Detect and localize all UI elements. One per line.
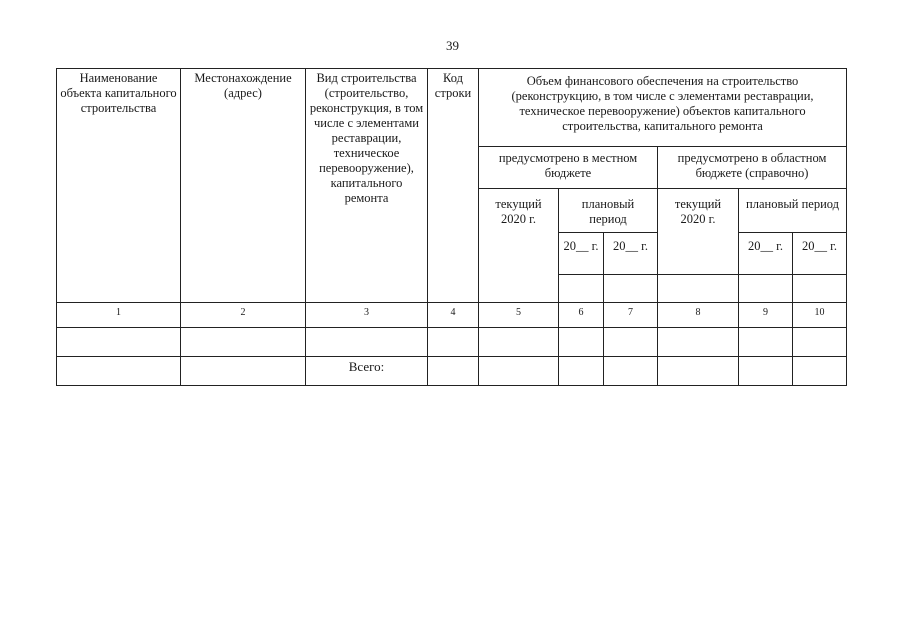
- header-local-budget: предусмотрено в местном бюджете: [479, 147, 658, 189]
- empty-header-cell: [559, 275, 604, 303]
- page-number: 39: [446, 38, 459, 53]
- table-cell: [604, 328, 658, 357]
- table-cell: [306, 328, 428, 357]
- table-cell: [428, 328, 479, 357]
- table-cell: [739, 357, 793, 386]
- table-cell: [428, 357, 479, 386]
- financing-table: [56, 68, 847, 386]
- table-cell: [559, 328, 604, 357]
- header-year-b-local: 20__ г.: [604, 233, 658, 275]
- table-cell: [793, 357, 847, 386]
- column-number: 8: [658, 303, 739, 328]
- column-number: 9: [739, 303, 793, 328]
- total-label: Всего:: [306, 357, 428, 386]
- table-cell: [57, 328, 181, 357]
- header-financing-volume: Объем финансового обеспечения на строительство (реконструкцию, в том числе с элементами реставрации, техническое перевооружение) объектов капитального строительства, капитального ремонта: [479, 69, 847, 147]
- table-cell: [658, 328, 739, 357]
- table-cell: [559, 357, 604, 386]
- column-number-row: [57, 303, 847, 328]
- header-object-name: Наименование объекта капитального строительства: [57, 69, 181, 303]
- header-current-year-local: текущий 2020 г.: [479, 189, 559, 303]
- table-cell: [793, 328, 847, 357]
- table-cell: [604, 357, 658, 386]
- table-cell: [181, 328, 306, 357]
- header-regional-budget: предусмотрено в областном бюджете (справочно): [658, 147, 847, 189]
- empty-header-cell: [739, 275, 793, 303]
- table-cell: [739, 328, 793, 357]
- header-year-a-regional: 20__ г.: [739, 233, 793, 275]
- empty-header-cell: [658, 275, 739, 303]
- total-row: [57, 357, 847, 386]
- header-planned-period-local: плановый период: [559, 189, 658, 233]
- header-current-year-regional: текущий 2020 г.: [658, 189, 739, 275]
- header-year-b-regional: 20__ г.: [793, 233, 847, 275]
- header-year-a-local: 20__ г.: [559, 233, 604, 275]
- table-cell: [479, 328, 559, 357]
- table-cell: [181, 357, 306, 386]
- column-number: 7: [604, 303, 658, 328]
- header-location: Местонахождение (адрес): [181, 69, 306, 303]
- table-cell: [57, 357, 181, 386]
- table-cell: [479, 357, 559, 386]
- header-row-code: Код строки: [428, 69, 479, 303]
- column-number: 5: [479, 303, 559, 328]
- column-number: 6: [559, 303, 604, 328]
- column-number: 4: [428, 303, 479, 328]
- empty-header-cell: [793, 275, 847, 303]
- table-row: [57, 328, 847, 357]
- header-construction-type: Вид строительства (строительство, реконструкция, в том числе с элементами реставрации, техническое перевооружение), капитального ремонта: [306, 69, 428, 303]
- header-planned-period-regional: плановый период: [739, 189, 847, 233]
- column-number: 2: [181, 303, 306, 328]
- column-number: 1: [57, 303, 181, 328]
- empty-header-cell: [604, 275, 658, 303]
- column-number: 3: [306, 303, 428, 328]
- column-number: 10: [793, 303, 847, 328]
- table-cell: [658, 357, 739, 386]
